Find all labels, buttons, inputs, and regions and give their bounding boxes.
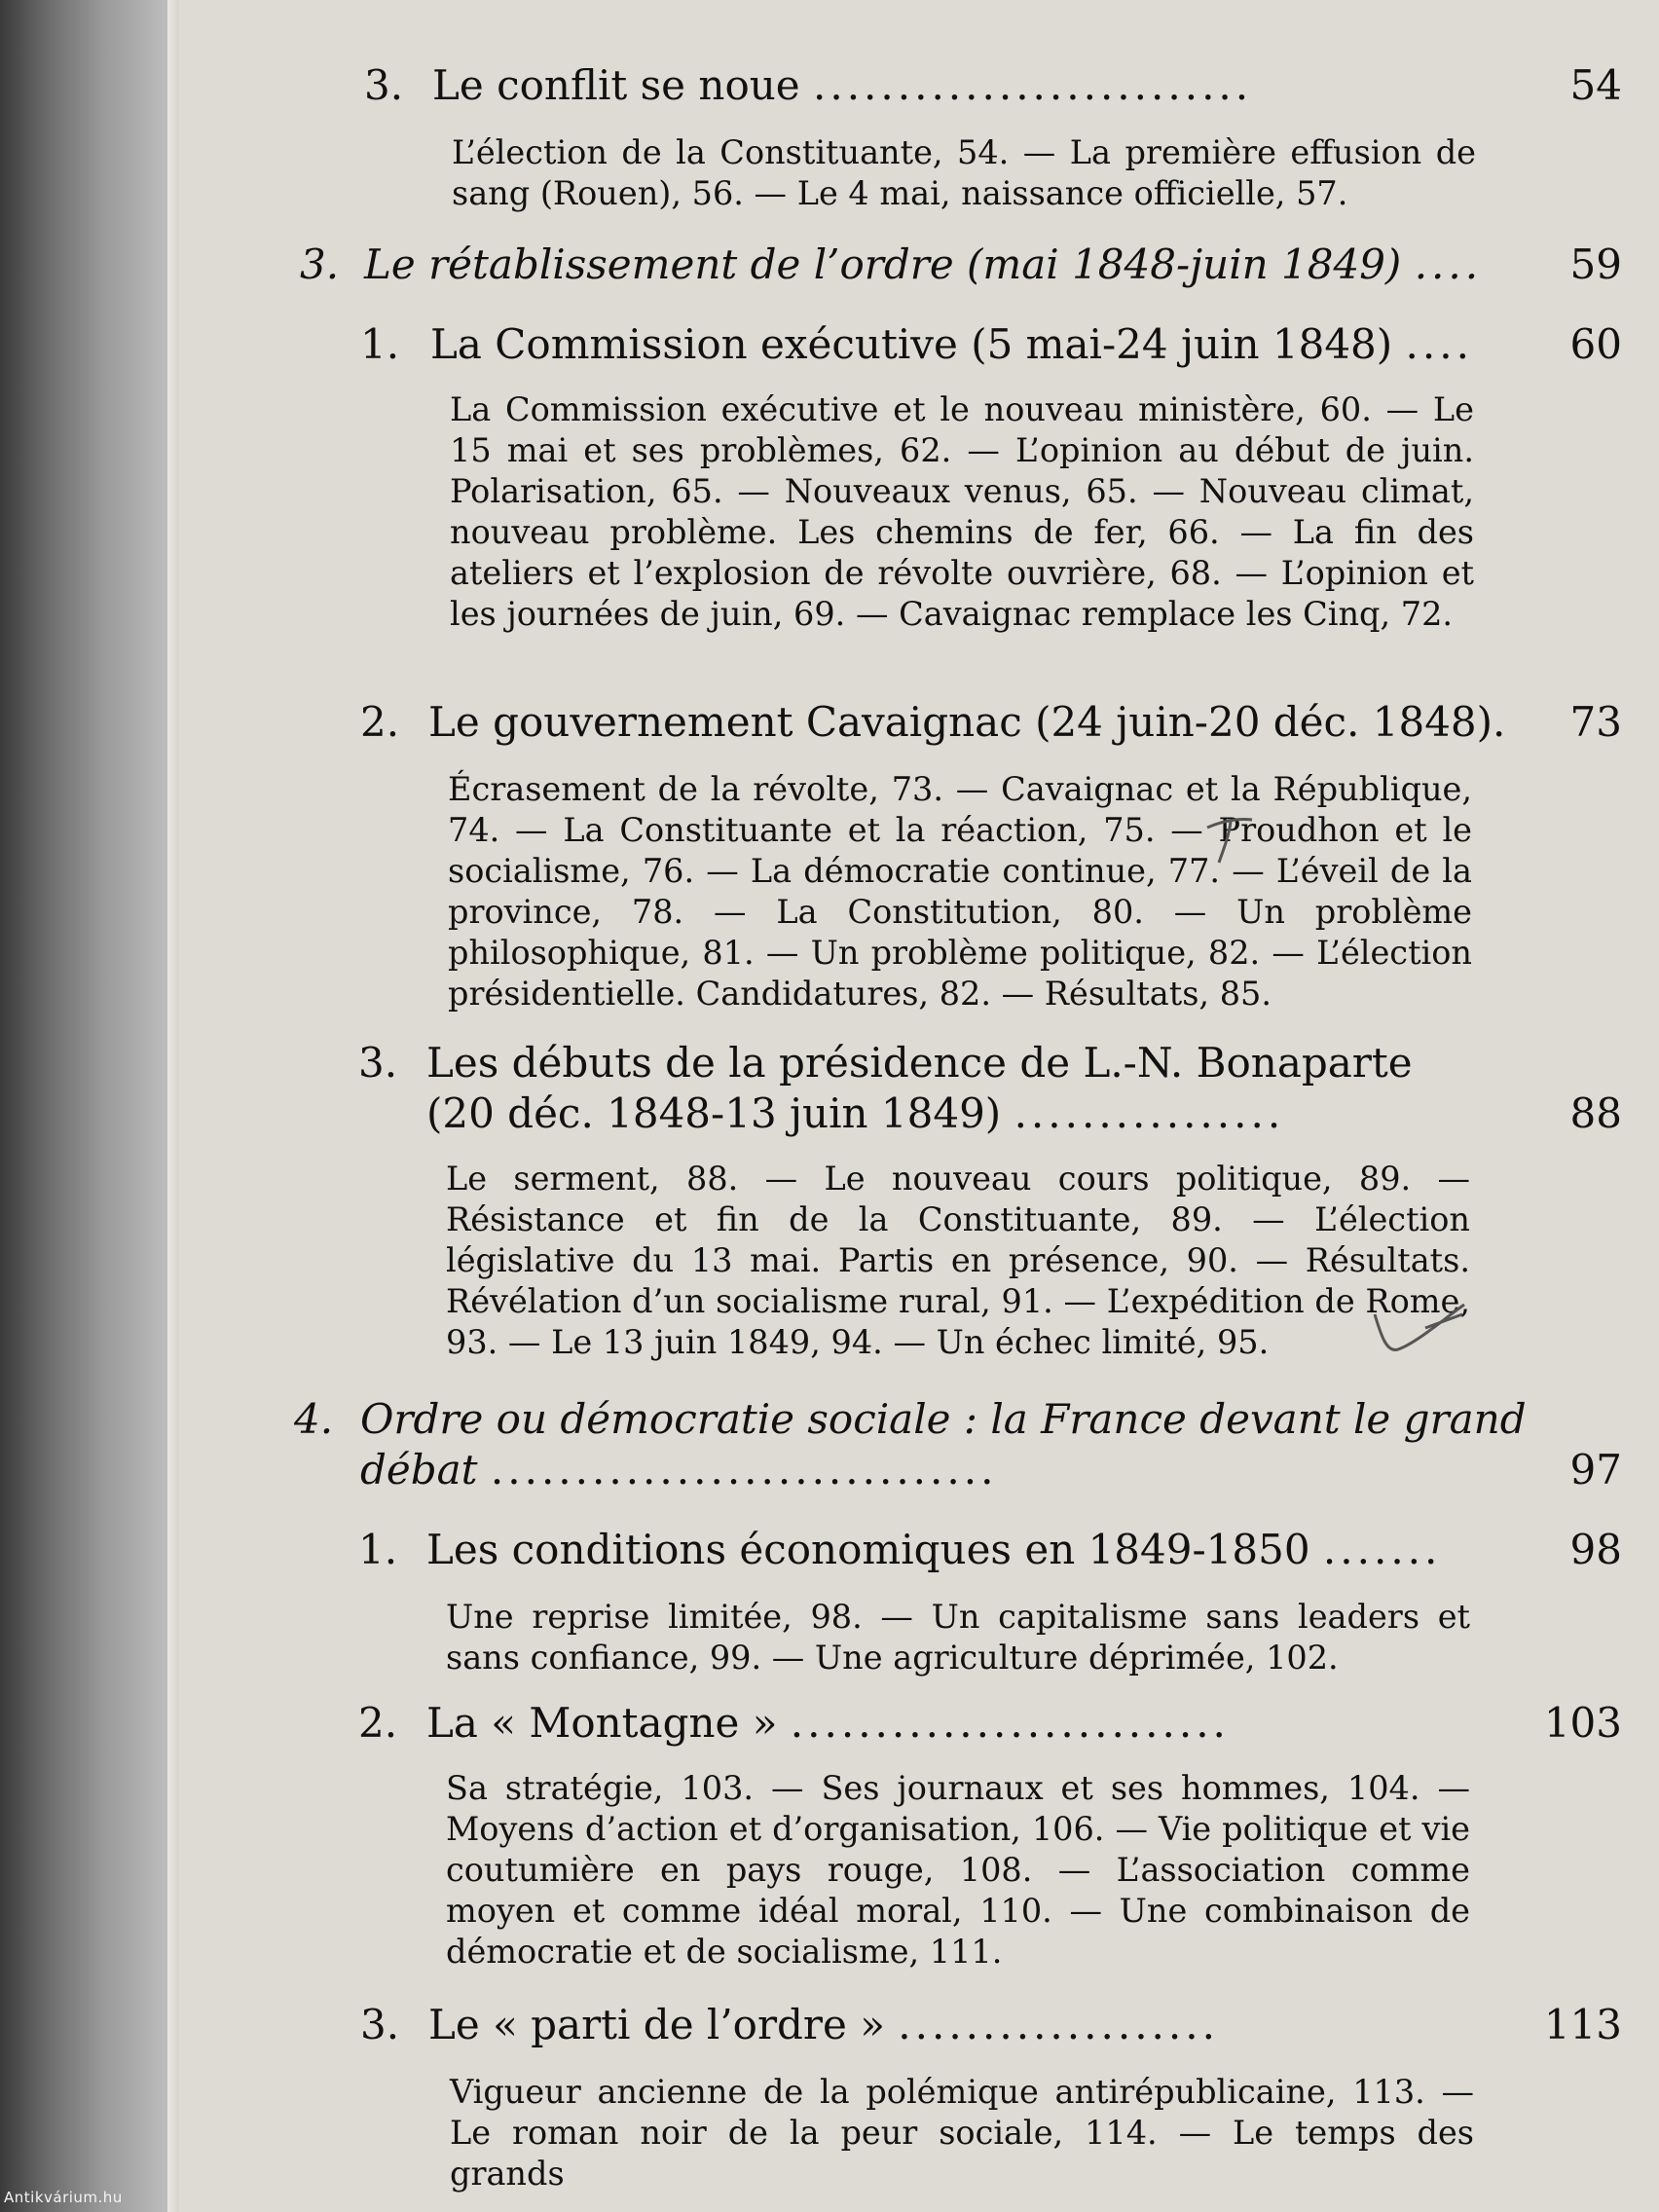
book-spine [0, 0, 167, 2212]
entry-title-text: (20 déc. 1848-13 juin 1849) [426, 1089, 1002, 1137]
entry-title-text: Les conditions économiques en 1849-1850 [426, 1526, 1310, 1573]
entry-summary: Vigueur ancienne de la polémique antirépublicaine, 113. — Le roman noir de la peur sociale, 114. — Le temps des grands [450, 2073, 1474, 2193]
entry-title [428, 2000, 1219, 2050]
entry-summary: Écrasement de la révolte, 73. — Cavaignac et la République, 74. — La Constituante et la réaction, 75. — Proudhon et le socialisme, 76. — La démocratie continue, 77. — L’éveil de la province, 78. — La Constitution, 80. — Un problème philosophique, 81. — Un problème politique, 82. — L’élection présidentielle. Candidatures, 82. — Résultats, 85. [448, 770, 1472, 1013]
leader-dots: .... [1405, 320, 1473, 368]
entry-summary: Sa stratégie, 103. — Ses journaux et ses hommes, 104. — Moyens d’action et d’organisation, 106. — Vie politique et vie coutumière en pays rouge, 108. — L’association comme moyen et comme idéal moral, 110. — Une combinaison de démocratie et de socialisme, 111. [446, 1769, 1470, 1971]
book-page [179, 0, 1659, 2212]
entry-number: 3. [364, 61, 404, 109]
entry-page: 73 [1569, 698, 1622, 746]
leader-dots: .......................... [813, 61, 1253, 109]
chapter-page: 59 [1569, 240, 1622, 288]
entry-page: 98 [1569, 1526, 1622, 1573]
chapter-page: 97 [1569, 1446, 1622, 1493]
leader-dots: ................... [898, 2001, 1219, 2048]
entry-title-line1: Les débuts de la présidence de L.-N. Bonaparte [426, 1039, 1413, 1087]
entry-summary: L’élection de la Constituante, 54. — La première effusion de sang (Rouen), 56. — Le 4 mai, naissance officielle, 57. [452, 133, 1476, 212]
entry-page: 113 [1543, 2001, 1622, 2048]
chapter-number: 3. [300, 240, 340, 288]
chapter-title-line1: Ordre ou démocratie sociale : la France devant le grand [360, 1395, 1527, 1443]
entry-number: 1. [360, 320, 400, 368]
entry-page: 103 [1543, 1699, 1622, 1747]
entry-number: 3. [358, 1039, 398, 1087]
entry-title [426, 1698, 1230, 1749]
leader-dots: .... [1414, 240, 1483, 288]
entry-title [432, 60, 1252, 111]
entry-title [428, 697, 1505, 748]
entry-title-text: La « Montagne » [426, 1699, 778, 1747]
entry-title [426, 1088, 1284, 1139]
chapter-title [360, 1445, 997, 1495]
entry-title [430, 319, 1473, 370]
entry-number: 2. [360, 698, 400, 746]
chapter-title-text: Le rétablissement de l’ordre (mai 1848-juin 1849) [364, 240, 1402, 288]
entry-title-text: La Commission exécutive (5 mai-24 juin 1848) [430, 320, 1393, 368]
page-edge [167, 0, 179, 2212]
watermark: Antikvárium.hu [4, 2189, 123, 2206]
entry-page: 60 [1569, 320, 1622, 368]
leader-dots: ................ [1014, 1089, 1285, 1137]
entry-number: 1. [358, 1526, 398, 1573]
chapter-number: 4. [294, 1395, 334, 1443]
chapter-title [364, 240, 1482, 290]
entry-number: 2. [358, 1699, 398, 1747]
leader-dots: .......................... [790, 1699, 1230, 1747]
entry-page: 88 [1569, 1089, 1622, 1137]
entry-summary: La Commission exécutive et le nouveau ministère, 60. — Le 15 mai et ses problèmes, 62. — L’opinion au début de juin. Polarisation, 65. — Nouveaux venus, 65. — Nouveau climat, nouveau problème. Les chemins de fer, 66. — La fin des ateliers et l’explosion de révolte ouvrière, 68. — L’opinion et les journées de juin, 69. — Cavaignac remplace les Cinq, 72. [450, 390, 1474, 633]
chapter-title-text: débat [360, 1446, 478, 1493]
leader-dots: .............................. [490, 1446, 998, 1493]
leader-dots: ....... [1322, 1526, 1442, 1573]
entry-summary: Le serment, 88. — Le nouveau cours politique, 89. — Résistance et fin de la Constituante, 89. — L’élection législative du 13 mai. Partis en présence, 90. — Résultats. Révélation d’un socialisme rural, 91. — L’expédition de Rome, 93. — Le 13 juin 1849, 94. — Un échec limité, 95. [446, 1160, 1470, 1361]
entry-number: 3. [360, 2001, 400, 2048]
entry-title-text: Le conflit se noue [432, 61, 800, 109]
entry-title [426, 1525, 1441, 1575]
entry-summary: Une reprise limitée, 98. — Un capitalisme sans leaders et sans confiance, 99. — Une agriculture déprimée, 102. [446, 1598, 1470, 1677]
entry-title-text: Le « parti de l’ordre » [428, 2001, 885, 2048]
entry-title-text: Le gouvernement Cavaignac (24 juin-20 déc. 1848). [428, 698, 1506, 746]
entry-page: 54 [1569, 61, 1622, 109]
